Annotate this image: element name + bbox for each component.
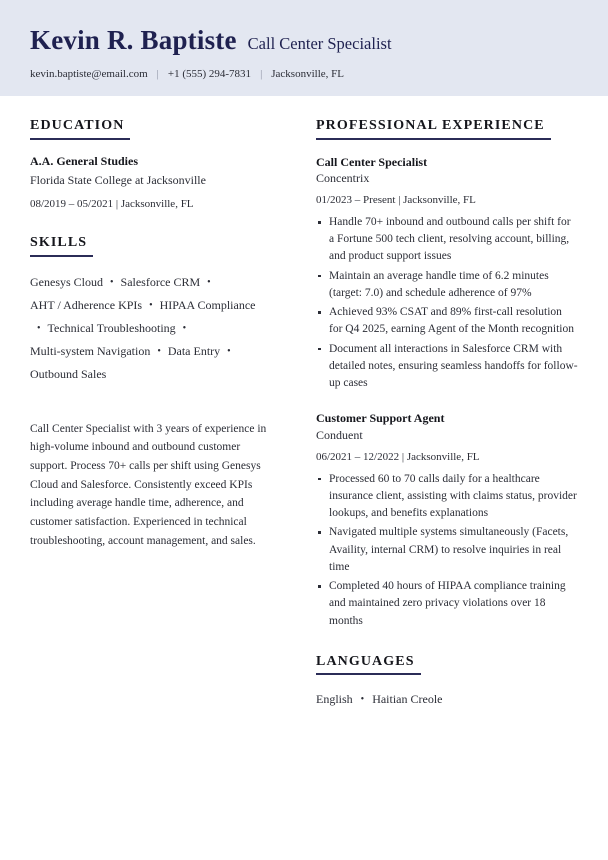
contact-location: Jacksonville, FL	[271, 68, 344, 81]
resume-body	[0, 96, 608, 735]
education-school: Florida State College at Jacksonville	[30, 173, 206, 188]
job-title: Call Center Specialist	[316, 154, 428, 169]
job-meta: 06/2021 – 12/2022 | Jacksonville, FL	[316, 450, 480, 463]
job-bullet: Maintain an average handle time of 6.2 minutes (target: 7.0) and schedule adherence of 97%	[316, 268, 578, 303]
skills-heading: SKILLS	[30, 235, 93, 256]
experience-entry	[316, 410, 578, 629]
skills-list	[30, 271, 270, 386]
language-item: Haitian Creole	[372, 692, 443, 707]
job-bullet: Processed 60 to 70 calls daily for a healthcare insurance client, assisting with claims status, provider lookups, and benefits explanations	[316, 471, 578, 523]
job-bullet-list	[316, 214, 578, 393]
skill-item: Technical Troubleshooting	[47, 320, 176, 335]
skills-section	[30, 235, 292, 386]
job-title: Customer Support Agent	[316, 411, 445, 426]
professional-summary: Call Center Specialist with 3 years of experience in high-volume inbound and outbound customer support. Process 70+ calls per shift using Genesys Cloud and Salesforce. Consistently exceed KPIs including average handle time, adherence, and customer satisfaction. Experienced in technical troubleshooting, account management, and sales.	[30, 422, 267, 547]
skill-item: Outbound Sales	[30, 366, 107, 381]
contact-email[interactable]: kevin.baptiste@email.com	[30, 68, 148, 81]
languages-section	[316, 654, 578, 711]
left-column	[30, 96, 292, 550]
job-company: Concentrix	[316, 170, 370, 185]
contact-separator: |	[260, 68, 263, 81]
contact-row	[30, 68, 578, 80]
list-separator-dot: •	[207, 276, 211, 288]
contact-separator: |	[156, 68, 159, 81]
list-separator-dot: •	[110, 276, 114, 288]
resume-header	[0, 0, 608, 96]
education-heading: EDUCATION	[30, 118, 130, 139]
skill-item: HIPAA Compliance	[159, 297, 256, 312]
job-bullet: Document all interactions in Salesforce CRM with detailed notes, ensuring seamless handoffs for follow-up cases	[316, 341, 578, 393]
job-bullet: Handle 70+ inbound and outbound calls per shift for a Fortune 500 tech client, resolving account, billing, and product support issues	[316, 214, 578, 266]
job-bullet-list	[316, 471, 578, 630]
language-item: English	[316, 692, 353, 707]
skill-item: Multi-system Navigation	[30, 343, 151, 358]
job-bullet: Navigated multiple systems simultaneously (Facets, Availity, internal CRM) to resolve inquiries in real time	[316, 524, 578, 576]
languages-list	[316, 689, 578, 711]
list-separator-dot: •	[149, 299, 153, 311]
skill-item: Genesys Cloud	[30, 274, 103, 289]
skill-item: Data Entry	[167, 343, 221, 358]
contact-phone[interactable]: +1 (555) 294-7831	[167, 68, 252, 81]
list-separator-dot: •	[227, 345, 231, 357]
right-column	[292, 96, 578, 735]
education-meta: 08/2019 – 05/2021 | Jacksonville, FL	[30, 197, 194, 210]
education-section	[30, 118, 292, 211]
languages-heading: LANGUAGES	[316, 654, 421, 675]
education-degree: A.A. General Studies	[30, 153, 138, 168]
list-separator-dot: •	[157, 345, 161, 357]
list-separator-dot: •	[182, 322, 187, 334]
jobs-container	[316, 154, 578, 630]
candidate-name: Kevin R. Baptiste	[30, 25, 237, 55]
list-separator-dot: •	[37, 322, 41, 334]
job-bullet: Achieved 93% CSAT and 89% first-call resolution for Q4 2025, earning Agent of the Month recognition	[316, 304, 578, 339]
job-bullet: Completed 40 hours of HIPAA compliance training and maintained zero privacy violations over 18 months	[316, 578, 578, 630]
skill-item: AHT / Adherence KPIs	[30, 297, 143, 312]
education-entry	[30, 154, 292, 211]
list-separator-dot: •	[360, 694, 365, 706]
name-row	[30, 26, 578, 54]
experience-heading: PROFESSIONAL EXPERIENCE	[316, 118, 551, 139]
job-company: Conduent	[316, 427, 363, 442]
job-meta: 01/2023 – Present | Jacksonville, FL	[316, 194, 476, 207]
experience-entry	[316, 154, 578, 393]
skill-item: Salesforce CRM	[120, 274, 201, 289]
experience-section	[316, 118, 578, 630]
candidate-headline: Call Center Specialist	[247, 34, 392, 53]
